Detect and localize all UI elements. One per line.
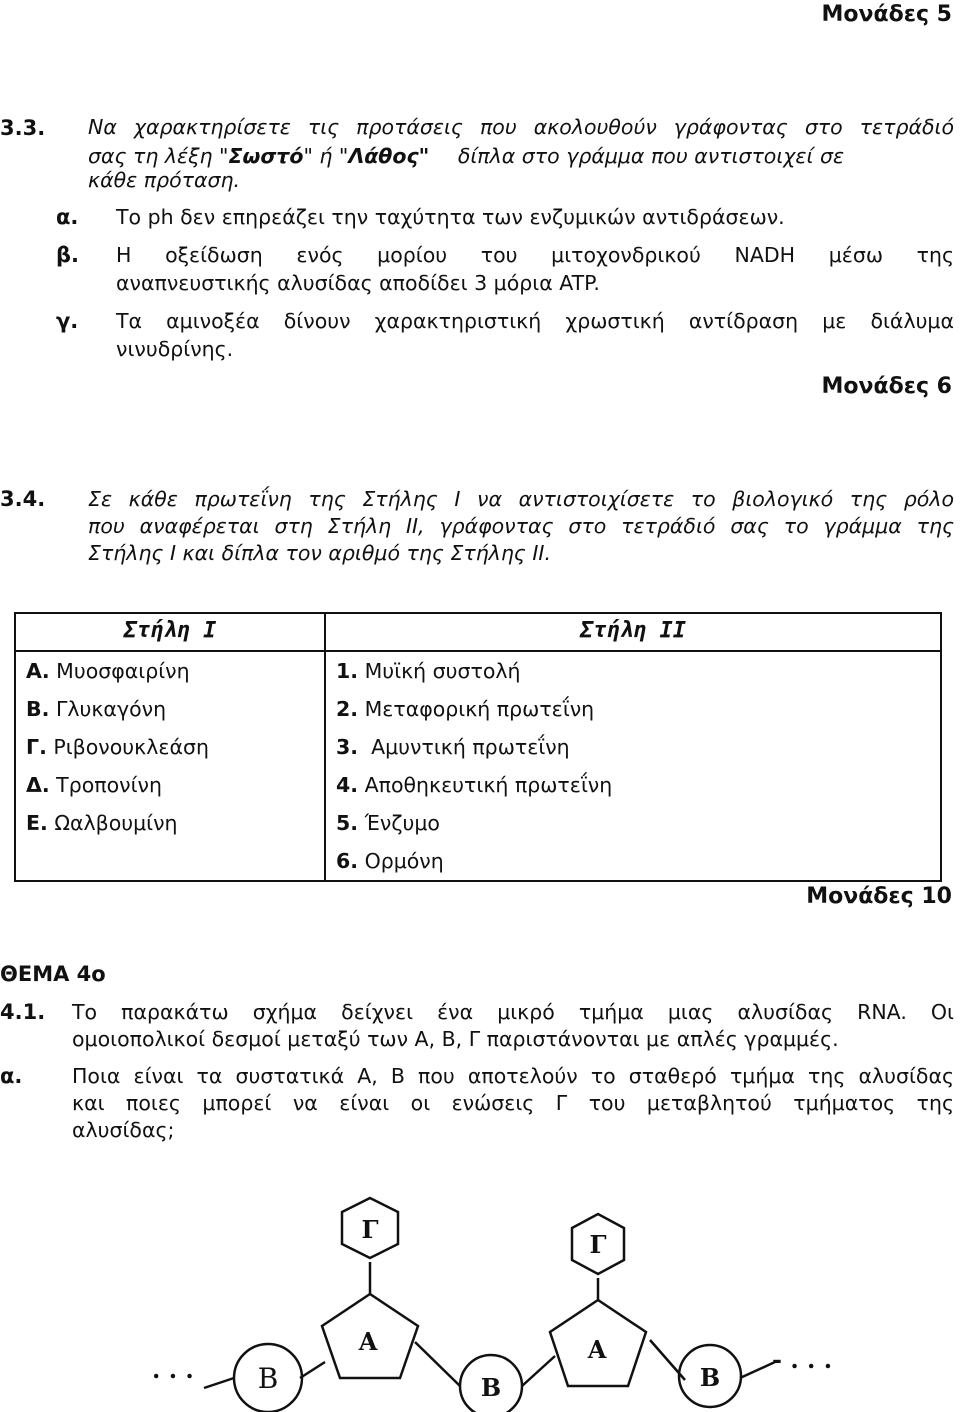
col2-item-label: 1.: [336, 659, 359, 683]
q33-item-b-line2: αναπνευστικής αλυσίδας αποδίδει 3 μόρια ATP.: [116, 271, 600, 295]
col1-item: [16, 728, 324, 766]
qa-label: α.: [0, 1064, 23, 1088]
q33-item-a-text: Το ph δεν επηρεάζει την ταχύτητα των ενζυμικών αντιδράσεων.: [116, 205, 785, 229]
label-alpha-2: A: [587, 1335, 607, 1364]
col1-item-text: Γλυκαγόνη: [49, 697, 167, 721]
q34-score: Μονάδες 10: [806, 884, 952, 909]
qa-line3: αλυσίδας;: [72, 1118, 175, 1142]
q33-intro-2a: σας τη λέξη ": [88, 144, 229, 168]
col1-item-label: Ε.: [26, 811, 48, 835]
q33-number: 3.3.: [0, 116, 46, 140]
dots-left: . . .: [152, 1355, 194, 1384]
q33-item-b-line1: Η οξείδωση ενός μορίου του μιτοχονδρικού NADH μέσω της: [116, 243, 954, 267]
col1-item-text: Τροπονίνη: [49, 773, 162, 797]
q33-intro-2b: " ή ": [303, 144, 349, 168]
q41-line2: ομοιοπολικοί δεσμοί μεταξύ των Α, Β, Γ παριστάνονται με απλές γραμμές.: [72, 1027, 839, 1051]
q33-item-c-label: γ.: [56, 309, 79, 333]
q34-line3: Στήλης Ι και δίπλα τον αριθμό της Στήλης ΙΙ.: [88, 541, 551, 565]
col2-item: [326, 766, 940, 804]
q33-intro-line1: Να χαρακτηρίσετε τις προτάσεις που ακολουθούν γράφοντας στο τετράδιό: [88, 115, 954, 139]
q33-score: Μονάδες 6: [821, 374, 952, 399]
col1-item: [16, 766, 324, 804]
col1-item: [16, 690, 324, 728]
col2-item: [326, 652, 940, 690]
matching-table: [14, 612, 942, 882]
col1-item-label: Δ.: [26, 773, 50, 797]
dots-right: - . . .: [772, 1345, 833, 1374]
q33-intro-2c: δίπλα στο γράμμα που αντιστοιχεί σε: [451, 144, 845, 168]
col2-item-label: 5.: [336, 811, 359, 835]
col2-item-label: 2.: [336, 697, 359, 721]
qa-line1: Ποια είναι τα συστατικά Α, Β που αποτελούν το σταθερό τμήμα της αλυσίδας: [72, 1064, 954, 1088]
col1-header: Στήλη Ι: [123, 618, 217, 643]
label-beta-2: B: [480, 1373, 502, 1402]
q33-item-c-line2: νινυδρίνης.: [116, 337, 234, 361]
col1-item-text: Ριβονουκλεάση: [46, 735, 209, 759]
col2-item-text: Ορμόνη: [358, 849, 444, 873]
bond-line: [522, 1356, 555, 1386]
col2-cell: [325, 651, 941, 881]
col2-header: Στήλη ΙΙ: [580, 618, 686, 643]
q33-item-a-label: α.: [56, 205, 79, 229]
q34-line2: που αναφέρεται στη Στήλη ΙΙ, γράφοντας στο τετράδιό σας το γράμμα της: [88, 514, 954, 538]
col2-item-label: 6.: [336, 849, 359, 873]
col1-item-label: Α.: [26, 659, 50, 683]
col2-item-label: 3.: [336, 735, 359, 759]
col2-header-cell: [325, 613, 941, 651]
label-gamma-2: Γ: [589, 1230, 607, 1259]
col2-item-text: Ένζυμο: [358, 811, 440, 835]
bond-line: [415, 1342, 460, 1386]
col1-item-label: Γ.: [26, 735, 47, 759]
col2-item: [326, 728, 940, 766]
bond-line: [300, 1362, 325, 1378]
word-correct: Σωστό: [228, 144, 304, 168]
col2-item-text: Αμυντική πρωτεΐνη: [358, 735, 570, 759]
col2-item: [326, 842, 940, 880]
label-gamma-1: Γ: [361, 1215, 379, 1244]
q41-number: 4.1.: [0, 1000, 46, 1024]
col1-item: [16, 652, 324, 690]
q33-item-b-label: β.: [56, 243, 80, 267]
word-wrong: Λάθος": [348, 144, 430, 168]
q34-line1: Σε κάθε πρωτεΐνη της Στήλης Ι να αντιστοιχίσετε το βιολογικό της ρόλο: [88, 487, 954, 511]
col2-item-text: Μυϊκή συστολή: [358, 659, 521, 683]
col2-item-text: Μεταφορική πρωτεΐνη: [358, 697, 595, 721]
col2-item-text: Αποθηκευτική πρωτεΐνη: [358, 773, 613, 797]
bond-line: [204, 1378, 234, 1388]
col1-item-label: Β.: [26, 697, 50, 721]
col1-item: [16, 804, 324, 842]
label-beta-1: B: [257, 1362, 279, 1395]
col1-item-text: Ωαλβουμίνη: [47, 811, 178, 835]
rna-chain-diagram: [0, 1190, 960, 1412]
col1-header-cell: [15, 613, 325, 651]
col2-item: [326, 804, 940, 842]
score-top: Μονάδες 5: [821, 2, 952, 27]
q33-item-c-line1: Τα αμινοξέα δίνουν χαρακτηριστική χρωστική αντίδραση με διάλυμα: [116, 309, 954, 333]
label-beta-3: B: [699, 1363, 721, 1392]
col2-item-label: 4.: [336, 773, 359, 797]
qa-line2: και ποιες μπορεί να είναι οι ενώσεις Γ του μεταβλητού τμήματος της: [72, 1091, 954, 1115]
col1-cell: [15, 651, 325, 881]
q33-intro-line3: κάθε πρόταση.: [88, 168, 240, 192]
q41-line1: Το παρακάτω σχήμα δείχνει ένα μικρό τμήμα μιας αλυσίδας RNA. Οι: [72, 1000, 954, 1024]
col2-item: [326, 690, 940, 728]
theme4-title: ΘΕΜΑ 4ο: [0, 962, 106, 986]
q34-number: 3.4.: [0, 487, 46, 511]
bond-line: [740, 1362, 775, 1378]
label-alpha-1: A: [358, 1327, 378, 1356]
col1-item-text: Μυοσφαιρίνη: [49, 659, 190, 683]
